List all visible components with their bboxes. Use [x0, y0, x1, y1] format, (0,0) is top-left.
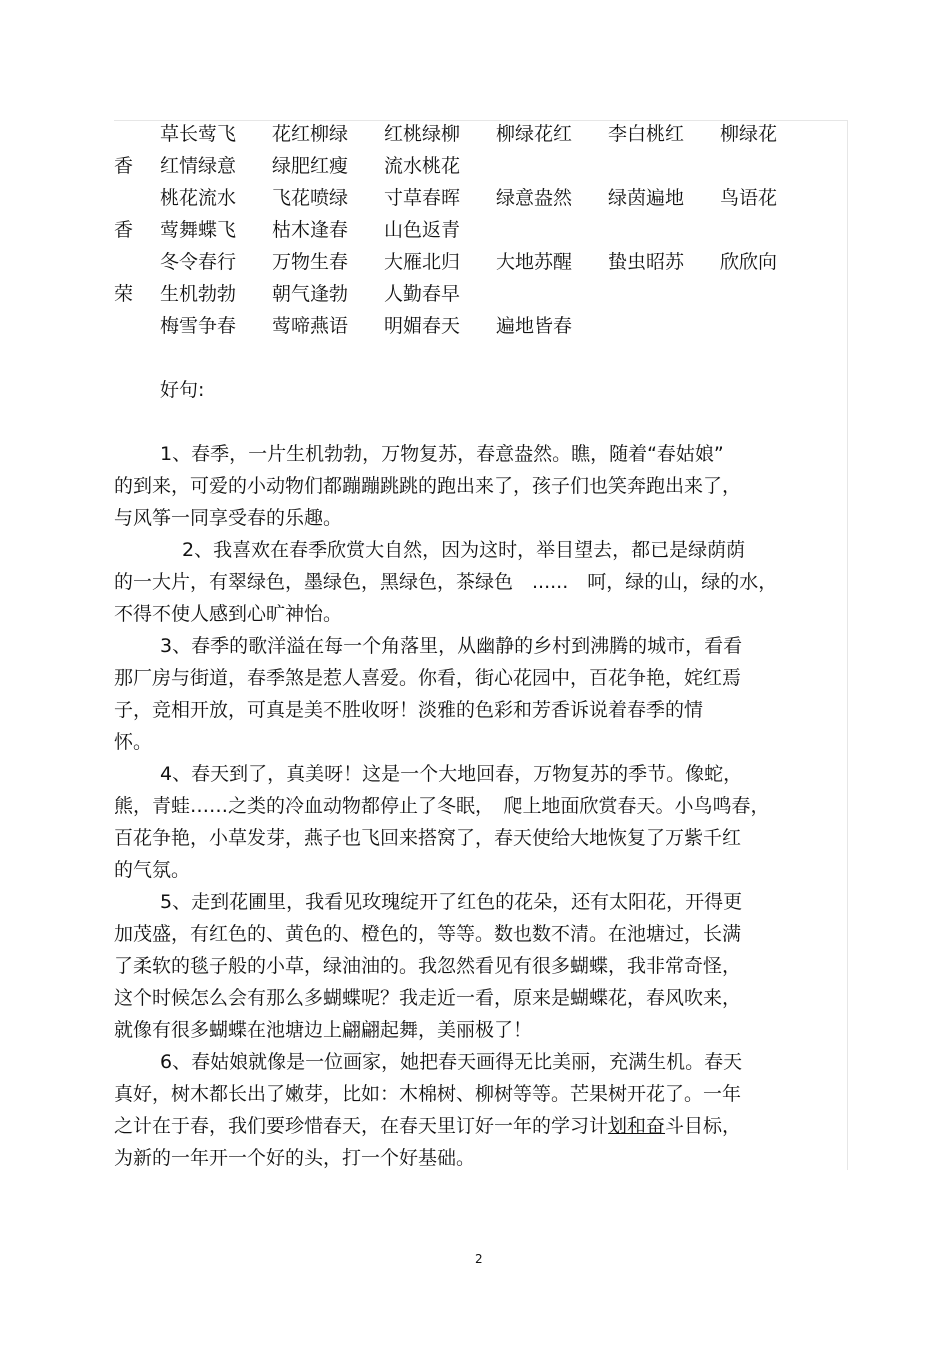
paragraph-line: 子，竞相开放，可真是美不胜收呀！淡雅的色彩和芳香诉说着春季的情 [114, 699, 704, 721]
word: 桃花流水 [160, 187, 237, 209]
paragraph-line: 这个时候怎么会有那么多蝴蝶呢？我走近一看，原来是蝴蝶花，春风吹来， [114, 987, 742, 1009]
word: 李白桃红 [608, 123, 685, 145]
paragraph-line: 不得不使人感到心旷神怡。 [114, 603, 343, 625]
word: 冬令春行 [160, 251, 237, 273]
paragraph-line: 3、春季的歌洋溢在每一个角落里，从幽静的乡村到沸腾的城市，看看 [160, 635, 743, 657]
word: 飞花喷绿 [272, 187, 349, 209]
word: 明媚春天 [384, 315, 461, 337]
text-run: 斗目标， [665, 1115, 742, 1137]
paragraph-line: 那厂房与街道，春季煞是惹人喜爱。你看，街心花园中，百花争艳，姹红焉 [114, 667, 742, 689]
word: 绿肥红瘦 [272, 155, 349, 177]
word: 大地苏醒 [496, 251, 573, 273]
paragraph-line: 加茂盛，有红色的、黄色的、橙色的，等等。数也数不清。在池塘过，长满 [114, 923, 742, 945]
word: 大雁北归 [384, 251, 461, 273]
word-row-5 [160, 249, 777, 275]
word-row-4 [160, 217, 496, 243]
paragraph-line: 4、春天到了，真美呀！这是一个大地回春，万物复苏的季节。像蛇， [160, 763, 743, 785]
sentences-heading: 好句: [160, 379, 205, 401]
word: 寸草春晖 [384, 187, 461, 209]
word: 草长莺飞 [160, 123, 237, 145]
word: 红桃绿柳 [384, 123, 461, 145]
paragraph-line [114, 1113, 741, 1139]
word: 绿意盎然 [496, 187, 573, 209]
paragraph-line: 的到来，可爱的小动物们都蹦蹦跳跳的跑出来了，孩子们也笑奔跑出来了， [114, 475, 742, 497]
word: 枯木逢春 [272, 219, 349, 241]
word: 绿茵遍地 [608, 187, 685, 209]
paragraph-line: 百花争艳，小草发芽，燕子也飞回来搭窝了，春天使给大地恢复了万紫千红 [114, 827, 742, 849]
word-row-2 [160, 153, 496, 179]
paragraph-line: 1、春季，一片生机勃勃，万物复苏，春意盎然。瞧，随着“春姑娘” [160, 443, 724, 465]
paragraph-line: 真好，树木都长出了嫩芽，比如：木棉树、柳树等等。芒果树开花了。一年 [114, 1083, 742, 1105]
word-row-6-lead: 荣 [114, 283, 134, 305]
paragraph-line: 6、春姑娘就像是一位画家，她把春天画得无比美丽，充满生机。春天 [160, 1051, 743, 1073]
paragraph-line: 的一大片，有翠绿色，墨绿色，黑绿色，茶绿色 ...... 呵，绿的山，绿的水， [114, 571, 778, 593]
paragraph-line: 就像有很多蝴蝶在池塘边上翩翩起舞，美丽极了！ [114, 1019, 533, 1041]
word: 莺啼燕语 [272, 315, 349, 337]
word: 梅雪争春 [160, 315, 237, 337]
paragraph-line: 熊，青蛙……之类的冷血动物都停止了冬眠， 爬上地面欣赏春天。小鸟鸣春， [114, 795, 770, 817]
word-row-3 [160, 185, 777, 211]
paragraph-line: 5、走到花圃里，我看见玫瑰绽开了红色的花朵，还有太阳花，开得更 [160, 891, 743, 913]
word: 朝气逢勃 [272, 283, 349, 305]
word: 鸟语花 [720, 187, 778, 209]
word: 人勤春早 [384, 283, 461, 305]
paragraph-line: 怀。 [114, 731, 153, 753]
word: 花红柳绿 [272, 123, 349, 145]
word: 流水桃花 [384, 155, 461, 177]
underlined-text: 划和奋 [608, 1115, 666, 1137]
paragraph-line: 2、我喜欢在春季欣赏大自然，因为这时，举目望去，都已是绿荫荫 [182, 539, 746, 561]
paragraph-line: 的气氛。 [114, 859, 191, 881]
word: 红情绿意 [160, 155, 237, 177]
word: 生机勃勃 [160, 283, 237, 305]
word-row-2-lead: 香 [114, 155, 134, 177]
word-row-1 [160, 121, 777, 147]
word: 柳绿花红 [496, 123, 573, 145]
page-number: 2 [475, 1252, 483, 1266]
word: 莺舞蝶飞 [160, 219, 237, 241]
word: 万物生春 [272, 251, 349, 273]
paragraph-line: 为新的一年开一个好的头，打一个好基础。 [114, 1147, 476, 1169]
word-row-6 [160, 281, 496, 307]
word: 山色返青 [384, 219, 461, 241]
word-row-7 [160, 313, 608, 339]
word: 柳绿花 [720, 123, 778, 145]
word-row-4-lead: 香 [114, 219, 134, 241]
word: 遍地皆春 [496, 315, 573, 337]
paragraph-line: 了柔软的毯子般的小草，绿油油的。我忽然看见有很多蝴蝶，我非常奇怪， [114, 955, 742, 977]
word: 欣欣向 [720, 251, 778, 273]
paragraph-line: 与风筝一同享受春的乐趣。 [114, 507, 343, 529]
text-run: 之计在于春，我们要珍惜春天，在春天里订好一年的学习计 [114, 1115, 609, 1137]
word: 蛰虫昭苏 [608, 251, 685, 273]
